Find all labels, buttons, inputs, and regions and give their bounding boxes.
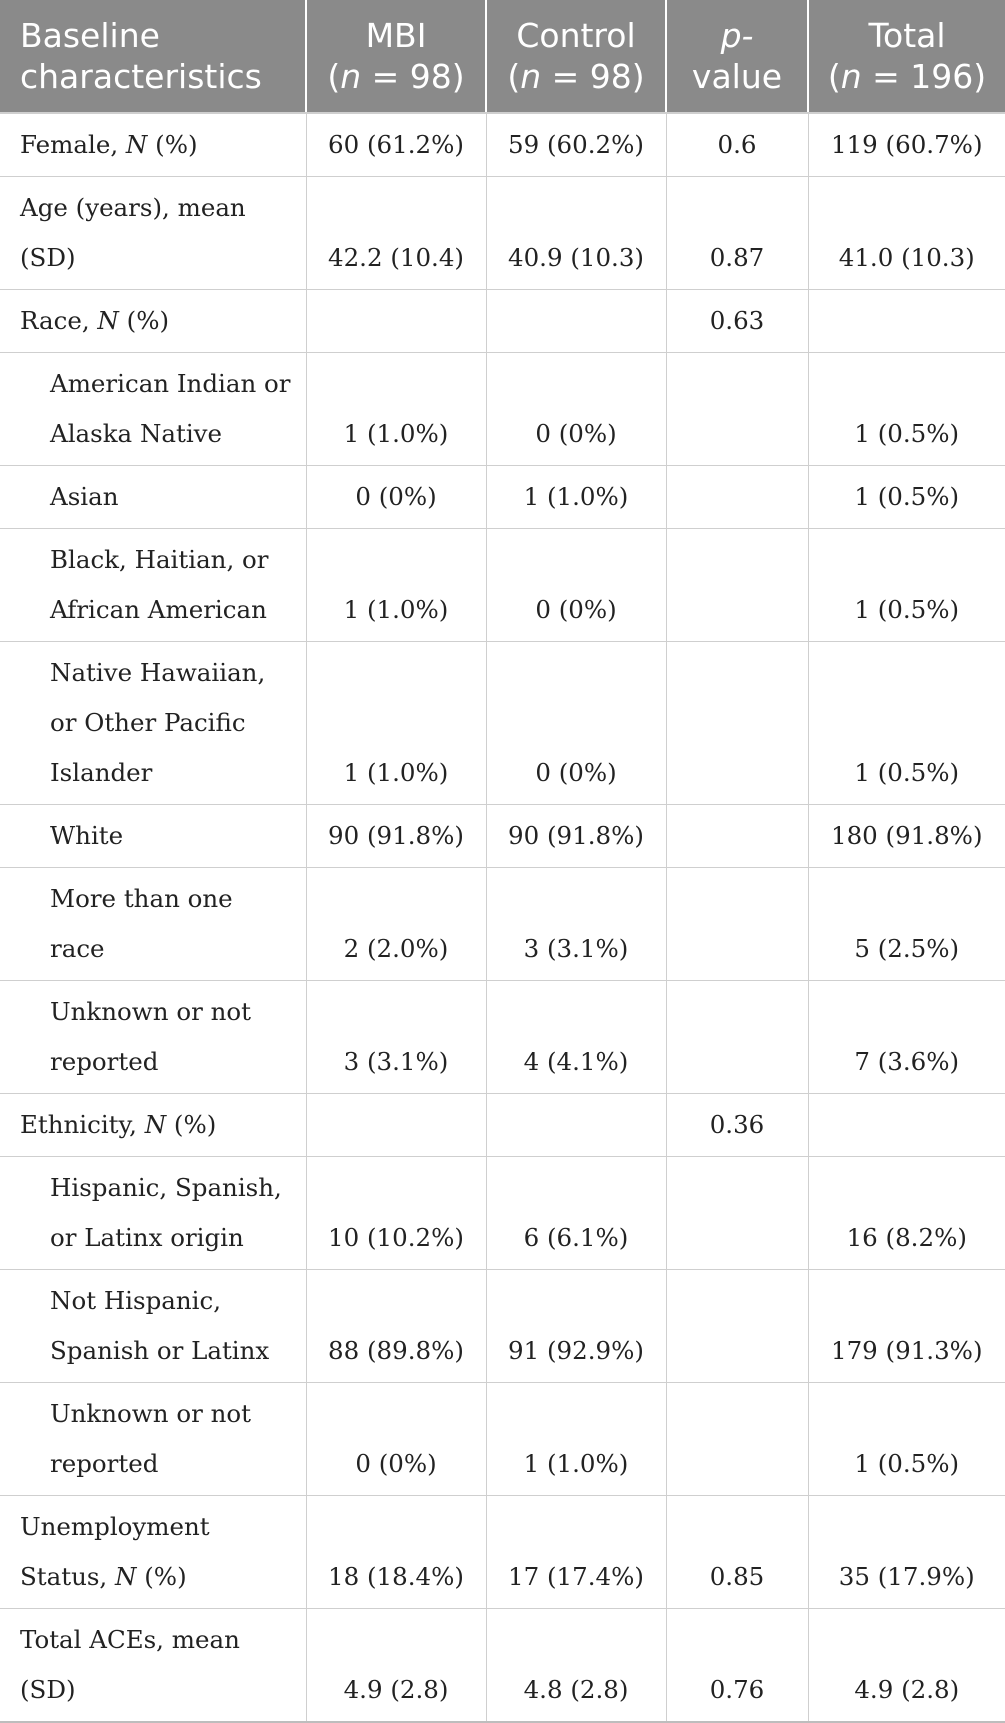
row-label: American Indian or Alaska Native — [0, 353, 306, 466]
row-label: Unknown or not reported — [0, 1383, 306, 1496]
cell-control — [486, 1094, 666, 1157]
table-row — [0, 805, 1005, 868]
cell-p-value — [666, 642, 808, 805]
cell-mbi: 4.9 (2.8) — [306, 1609, 486, 1723]
header-control-label: Control — [516, 16, 636, 55]
cell-mbi: 1 (1.0%) — [306, 529, 486, 642]
row-label: Age (years), mean (SD) — [0, 177, 306, 290]
cell-total: 1 (0.5%) — [808, 642, 1005, 805]
header-p-value-line1: p- — [720, 16, 754, 55]
cell-total: 180 (91.8%) — [808, 805, 1005, 868]
header-p-value — [666, 0, 808, 113]
cell-mbi: 1 (1.0%) — [306, 353, 486, 466]
cell-control: 59 (60.2%) — [486, 113, 666, 177]
cell-control: 0 (0%) — [486, 529, 666, 642]
row-label: Unknown or not reported — [0, 981, 306, 1094]
cell-mbi — [306, 1094, 486, 1157]
cell-mbi: 10 (10.2%) — [306, 1157, 486, 1270]
cell-p-value — [666, 1270, 808, 1383]
table-header-row — [0, 0, 1005, 113]
row-label: Race, N (%) — [0, 290, 306, 353]
cell-p-value — [666, 529, 808, 642]
cell-total: 7 (3.6%) — [808, 981, 1005, 1094]
table-row — [0, 529, 1005, 642]
header-total-n: (n = 196) — [827, 57, 987, 96]
cell-mbi: 42.2 (10.4) — [306, 177, 486, 290]
cell-total: 4.9 (2.8) — [808, 1609, 1005, 1723]
cell-control: 4 (4.1%) — [486, 981, 666, 1094]
header-mbi-n: (n = 98) — [327, 57, 465, 96]
cell-total: 1 (0.5%) — [808, 529, 1005, 642]
row-label: Hispanic, Spanish, or Latinx origin — [0, 1157, 306, 1270]
header-control — [486, 0, 666, 113]
cell-p-value: 0.63 — [666, 290, 808, 353]
table-row — [0, 868, 1005, 981]
table-row — [0, 1157, 1005, 1270]
row-label: Female, N (%) — [0, 113, 306, 177]
cell-mbi: 88 (89.8%) — [306, 1270, 486, 1383]
cell-control: 0 (0%) — [486, 642, 666, 805]
cell-total: 179 (91.3%) — [808, 1270, 1005, 1383]
table-row — [0, 981, 1005, 1094]
cell-p-value: 0.36 — [666, 1094, 808, 1157]
header-total-label: Total — [868, 16, 946, 55]
cell-p-value — [666, 353, 808, 466]
table-row — [0, 1383, 1005, 1496]
cell-control: 91 (92.9%) — [486, 1270, 666, 1383]
cell-p-value: 0.87 — [666, 177, 808, 290]
cell-mbi: 18 (18.4%) — [306, 1496, 486, 1609]
cell-control: 90 (91.8%) — [486, 805, 666, 868]
cell-p-value — [666, 1383, 808, 1496]
table-row — [0, 353, 1005, 466]
row-label: More than one race — [0, 868, 306, 981]
row-label: Black, Haitian, or African American — [0, 529, 306, 642]
table-row — [0, 113, 1005, 177]
cell-control: 3 (3.1%) — [486, 868, 666, 981]
row-label: Unemployment Status, N (%) — [0, 1496, 306, 1609]
cell-p-value: 0.6 — [666, 113, 808, 177]
cell-mbi: 3 (3.1%) — [306, 981, 486, 1094]
table-row — [0, 177, 1005, 290]
cell-total: 5 (2.5%) — [808, 868, 1005, 981]
cell-mbi: 2 (2.0%) — [306, 868, 486, 981]
row-label: Native Hawaiian, or Other Pacific Islander — [0, 642, 306, 805]
header-total — [808, 0, 1005, 113]
table-row — [0, 1609, 1005, 1723]
cell-total: 119 (60.7%) — [808, 113, 1005, 177]
row-label: Not Hispanic, Spanish or Latinx — [0, 1270, 306, 1383]
table-row — [0, 466, 1005, 529]
cell-p-value — [666, 981, 808, 1094]
cell-p-value — [666, 868, 808, 981]
row-label: Asian — [0, 466, 306, 529]
cell-p-value: 0.76 — [666, 1609, 808, 1723]
row-label: Ethnicity, N (%) — [0, 1094, 306, 1157]
header-mbi — [306, 0, 486, 113]
table-row — [0, 1270, 1005, 1383]
header-baseline-characteristics: Baseline characteristics — [0, 0, 306, 113]
cell-total: 1 (0.5%) — [808, 1383, 1005, 1496]
cell-total: 41.0 (10.3) — [808, 177, 1005, 290]
cell-control: 17 (17.4%) — [486, 1496, 666, 1609]
table-row — [0, 1496, 1005, 1609]
cell-p-value — [666, 1157, 808, 1270]
cell-control: 6 (6.1%) — [486, 1157, 666, 1270]
row-label: Total ACEs, mean (SD) — [0, 1609, 306, 1723]
cell-mbi — [306, 290, 486, 353]
header-control-n: (n = 98) — [507, 57, 645, 96]
cell-control: 40.9 (10.3) — [486, 177, 666, 290]
table-row — [0, 642, 1005, 805]
cell-total — [808, 1094, 1005, 1157]
cell-control: 0 (0%) — [486, 353, 666, 466]
cell-mbi: 90 (91.8%) — [306, 805, 486, 868]
cell-mbi: 60 (61.2%) — [306, 113, 486, 177]
cell-total — [808, 290, 1005, 353]
cell-p-value — [666, 805, 808, 868]
cell-mbi: 1 (1.0%) — [306, 642, 486, 805]
cell-control: 4.8 (2.8) — [486, 1609, 666, 1723]
cell-control: 1 (1.0%) — [486, 466, 666, 529]
header-p-value-line2: value — [691, 57, 783, 96]
table-row — [0, 290, 1005, 353]
cell-total: 35 (17.9%) — [808, 1496, 1005, 1609]
row-label: White — [0, 805, 306, 868]
cell-p-value: 0.85 — [666, 1496, 808, 1609]
cell-total: 16 (8.2%) — [808, 1157, 1005, 1270]
cell-total: 1 (0.5%) — [808, 353, 1005, 466]
cell-control: 1 (1.0%) — [486, 1383, 666, 1496]
header-mbi-label: MBI — [365, 16, 427, 55]
cell-p-value — [666, 466, 808, 529]
cell-mbi: 0 (0%) — [306, 466, 486, 529]
cell-mbi: 0 (0%) — [306, 1383, 486, 1496]
table-row — [0, 1094, 1005, 1157]
cell-control — [486, 290, 666, 353]
cell-total: 1 (0.5%) — [808, 466, 1005, 529]
